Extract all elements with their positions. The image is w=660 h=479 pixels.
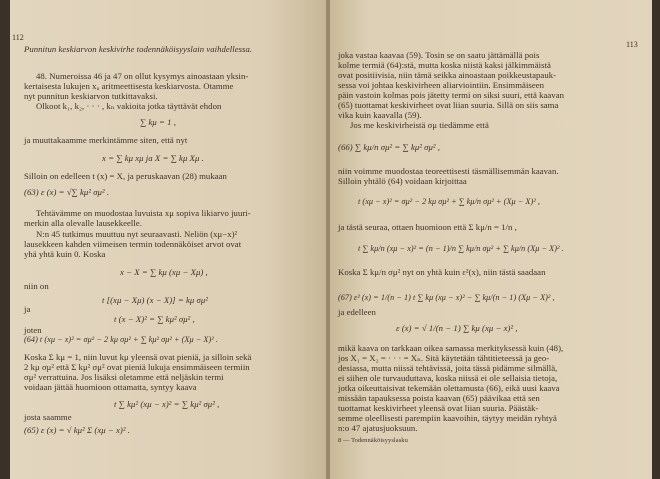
text-line: 2 kμ σμ² että Σ kμ² σμ² ovat pieniä lukuja ensimmäiseen termiin [24, 362, 250, 372]
text-line: yhä yhtä kuin 0. Koska [24, 249, 106, 259]
text-line: joka vastaa kaavaa (59). Tosin se on saatu jättämällä pois [338, 50, 540, 60]
text-line: ja [24, 304, 31, 314]
page-footer: 8 — Todennäköisyyslasku [338, 437, 408, 444]
equation-66: (66) ∑ kμ/n σμ² = ∑ kμ² σμ² , [338, 142, 441, 152]
equation: t [(xμ − Xμ) (x − X)] = kμ σμ² [102, 295, 208, 305]
text-line: Jos me keskivirheistä σμ tiedämme että [350, 120, 489, 130]
text-line: N:n 45 tutkimus muuttuu nyt seuraavasti. Neliön (xμ−x)² [36, 229, 238, 239]
text-line: n:o 47 ajatusjuoksuun. [338, 423, 418, 433]
text-line: josta saamme [24, 412, 72, 422]
equation-67: (67) ε² (x) = 1/(n − 1) t ∑ kμ (xμ − x)² − ∑ kμ/(n − 1) (Xμ − X)² , [338, 293, 555, 302]
equation: ∑ kμ = 1 , [140, 117, 176, 127]
text-line: missään tapauksessa poista kaavan (65) päävikaa että sen [338, 393, 540, 403]
text-line: jotka oikeuttaisivat tekemään olettamusta (66), eikä uusi kaava [338, 383, 560, 393]
text-line: semme oleellisesti parempiin kaavoihin, täytyy meidän ryhtyä [338, 413, 557, 423]
text-line: kertaisesta lukujen xᵤ aritmeettisesta keskiarvosta. Otamme [24, 81, 234, 91]
equation: t (xμ − x)² = σμ² − 2 kμ σμ² + ∑ kμ/n σμ² + (Xμ − X)² , [358, 197, 540, 206]
text-line: lausekkeen kahden viimeisen termin todennäköiset arvot ovat [24, 239, 242, 249]
text-line: Tehtävämme on muodostaa luvuista xμ sopiva likiarvo juuri- [36, 208, 251, 218]
page-number: 112 [12, 33, 24, 42]
equation: t ∑ kμ/n (xμ − x)² = (n − 1)/n ∑ kμ/n σμ² + ∑ kμ/n (Xμ − X)² . [358, 244, 564, 253]
section-heading: Punnitun keskiarvon keskivirhe todennäköisyyslain vaihdellessa. [24, 44, 253, 54]
text-line: Olkoot k₁, k₂, · · · , kₙ vakioita jotka täyttävät ehdon [36, 101, 222, 111]
text-line: ja tästä seuraa, ottaen huomioon että Σ kμ/n = 1/n , [338, 222, 517, 232]
text-line: päin vastoin kolmas pois jätetty termi on siksi suuri, että kaavan [338, 90, 564, 100]
equation: x − X = ∑ kμ (xμ − Xμ) , [120, 267, 208, 277]
text-line: Silloin on edelleen t (x) = X, ja peruskaavan (28) mukaan [24, 171, 227, 181]
text-line: niin on [24, 281, 49, 291]
text-line: ja edelleen [338, 307, 376, 317]
right-page [330, 0, 652, 479]
text-line: joten [24, 325, 42, 335]
equation-64: (64) t (xμ − x)² = σμ² − 2 kμ σμ² + ∑ kμ² σμ² + (Xμ − X)² . [24, 335, 218, 344]
text-line: σμ² verrattuina. Jos lisäksi oletamme että neljäskin termi [24, 372, 224, 382]
text-line: jos X₁ = X₂ = · · · = Xₙ. Sitä käytetään tähtitieteessä ja geo- [338, 353, 550, 363]
text-line: merkin alla olevalle lausekkeelle. [24, 218, 142, 228]
text-line: Koska Σ kμ = 1, niin luvut kμ yleensä ovat pieniä, ja silloin sekä [24, 352, 252, 362]
equation-63: (63) ε (x) = √∑ kμ² σμ² . [24, 187, 110, 197]
text-line: tuottamat keskivirheet yleensä ovat liian suuria. Päästäk- [338, 403, 539, 413]
text-line: ja muuttakaamme merkintämme siten, että nyt [24, 135, 188, 145]
text-line: sessa voi johtaa keskivirheen aliarviointiin. Ensimmäiseen [338, 80, 545, 90]
text-line: desiassa, mutta niissä tehtävissä, joita tässä pidämme silmällä, [338, 363, 558, 373]
equation: t (x − X)² = ∑ kμ² σμ² , [114, 314, 195, 324]
text-line: voidaan jättää huomioon ottamatta, syntyy kaava [24, 382, 197, 392]
text-line: nyt punnitun keskiarvon tutkittavaksi. [24, 91, 158, 101]
text-line: ovat positiivisia, niin tämä seikka ainoastaan poikkeustapauk- [338, 70, 557, 80]
text-line: kolme termiä (64):stä, mutta koska niistä kaksi jälkimmäistä [338, 60, 551, 70]
text-line: vika kuin kaavalla (59). [338, 110, 422, 120]
page-number: 113 [626, 40, 638, 49]
text-line: 48. Numeroissa 46 ja 47 on ollut kysymys ainoastaan yksin- [36, 71, 249, 81]
equation: x = ∑ kμ xμ ja X = ∑ kμ Xμ . [102, 153, 204, 163]
equation: t ∑ kμ² (xμ − x)² = ∑ kμ² σμ² , [114, 399, 220, 409]
text-line: Koska Σ kμ/n σμ² nyt on yhtä kuin ε²(x), niin tästä saadaan [338, 267, 546, 277]
text-line: mikä kaava on tarkkaan oikea samassa merkityksessä kuin (48), [338, 343, 564, 353]
text-line: ei siihen ole turvauduttava, koska niissä ei ole sellaisia tietoja, [338, 373, 558, 383]
left-page [10, 0, 328, 479]
text-line: niin voimme muodostaa teoreettisesti täsmällisemmän kaavan. [338, 166, 559, 176]
equation: ε (x) = √ 1/(n − 1) ∑ kμ (xμ − x)² , [396, 323, 518, 333]
text-line: (65) tuottamat keskivirheet ovat liian suuria. Sillä on siis sama [338, 100, 559, 110]
text-line: Silloin yhtälö (64) voidaan kirjoittaa [338, 176, 467, 186]
equation-65: (65) ε (x) = √ kμ² Σ (xμ − x)² . [24, 425, 130, 435]
